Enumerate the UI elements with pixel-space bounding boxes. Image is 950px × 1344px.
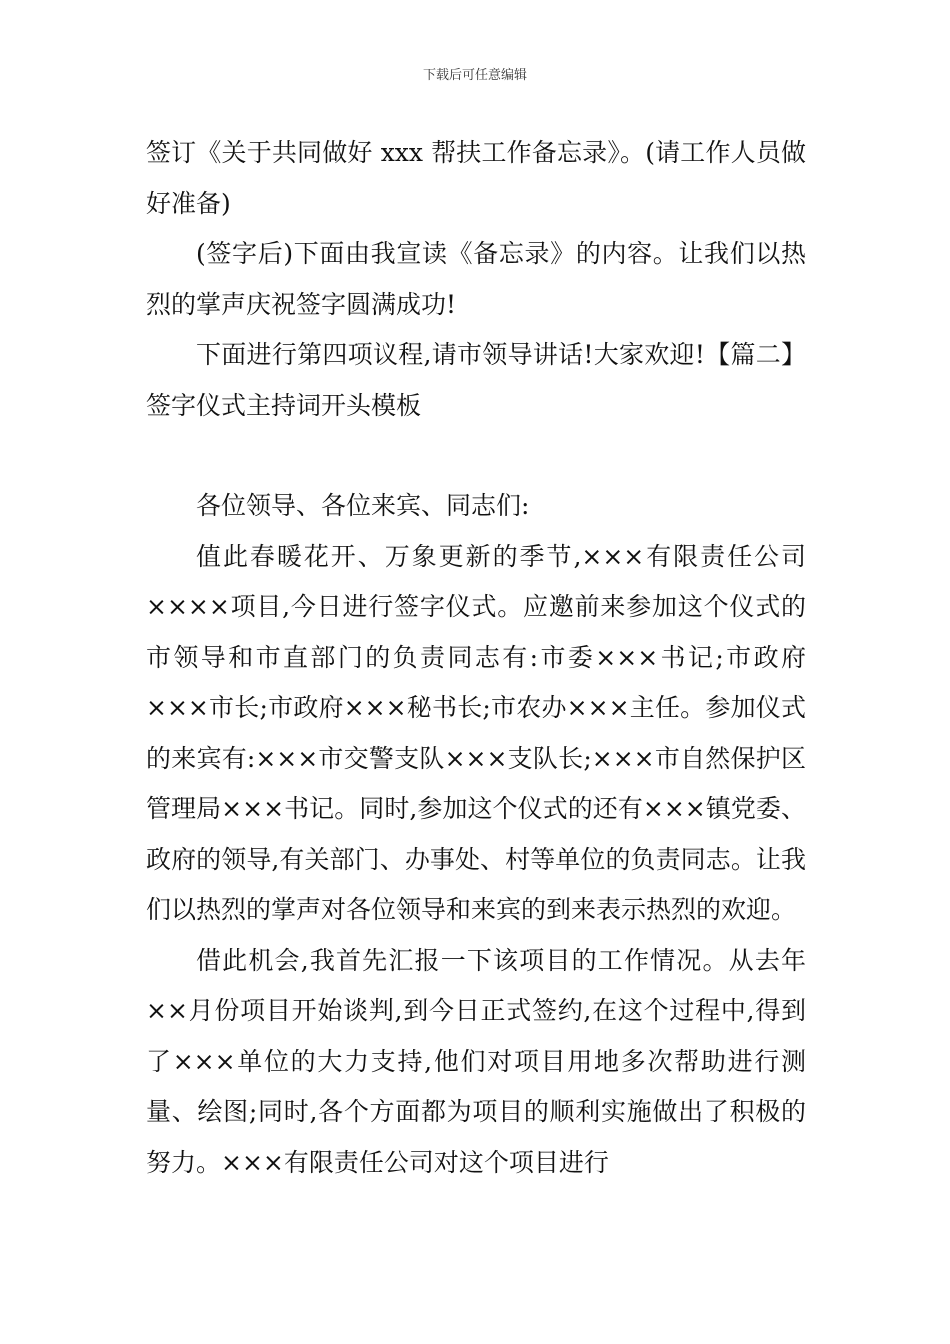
page-header: 下载后可任意编辑 xyxy=(422,68,527,83)
paragraph-after-signing: (签字后)下面由我宣读《备忘录》的内容。让我们以热烈的掌声庆祝签字圆满成功! xyxy=(146,239,806,319)
paragraph-introduction: 值此春暖花开、万象更新的季节,×××有限责任公司××××项目,今日进行签字仪式。应邀前来参加这个仪式的市领导和市直部门的负责同志有:市委×××书记;市政府×××市长;市政府×××秘书长;市农办×××主任。参加仪式的来宾有:×××市交警支队×××支队长;×××市自然保护区管理局×××书记。同时,参加这个仪式的还有×××镇党委、政府的领导,有关部门、办事处、村等单位的负责同志。让我们以热烈的掌声对各位领导和来宾的到来表示热烈的欢迎。 xyxy=(146,541,806,924)
paragraph-greeting: 各位领导、各位来宾、同志们: xyxy=(196,491,530,520)
paragraph-agenda-four: 下面进行第四项议程,请市领导讲话!大家欢迎!【篇二】签字仪式主持词开头模板 xyxy=(146,340,806,420)
paragraph-project-report: 借此机会,我首先汇报一下该项目的工作情况。从去年××月份项目开始谈判,到今日正式签约,在这个过程中,得到了×××单位的大力支持,他们对项目用地多次帮助进行测量、绘图;同时,各个方面都为项目的顺利实施做出了积极的努力。×××有限责任公司对这个项目进行 xyxy=(146,945,806,1177)
document-body xyxy=(146,128,806,1188)
paragraph-signing: 签订《关于共同做好 xxx 帮扶工作备忘录》。(请工作人员做好准备) xyxy=(146,138,806,218)
